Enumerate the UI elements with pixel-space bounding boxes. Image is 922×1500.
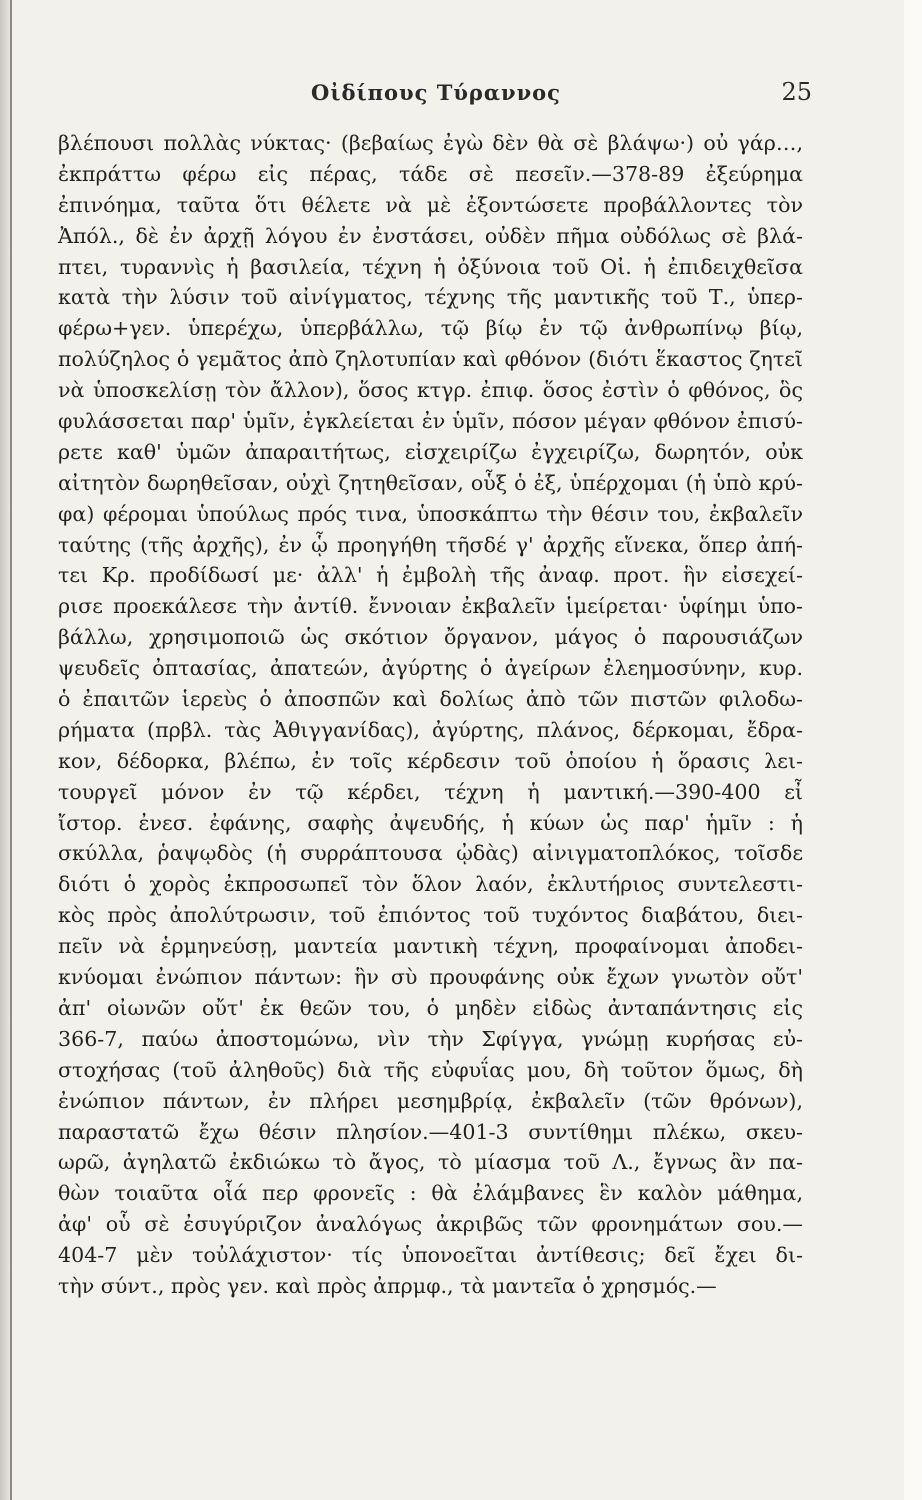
running-title: Οἰδίπους Τύραννος [311,80,561,105]
text-line: Ἀπόλ., δὲ ἐν ἀρχῇ λόγου ἐν ἐνστάσει, οὐδὲν πῆμα οὐδόλως σὲ βλά- [58,223,803,248]
text-line: πολύζηλος ὁ γεμᾶτος ἀπὸ ζηλοτυπίαν καὶ φθόνον (διότι ἕκαστος ζητεῖ [58,347,803,372]
text-line: σκύλλα, ῥαψῳδὸς (ἡ συρράπτουσα ᾠδὰς) αἰνιγματοπλόκος, τοῖσδε [58,841,803,866]
text-line: διότι ὁ χορὸς ἐκπροσωπεῖ τὸν ὅλον λαόν, ἐκλυτήριος συντελεστι- [58,872,803,897]
text-line: φα) φέρομαι ὑπούλως πρός τινα, ὑποσκάπτω τὴν θέσιν του, ἐκβαλεῖν [58,501,803,526]
text-line: κον, δέδορκα, βλέπω, ἐν τοῖς κέρδεσιν τοῦ ὁποίου ἡ ὅρασις λει- [58,748,803,773]
text-line: φυλάσσεται παρ' ὑμῖν, ἐγκλείεται ἐν ὑμῖν, πόσον μέγαν φθόνον ἐπισύ- [58,409,803,434]
text-line: παραστατῶ ἔχω θέσιν πλησίον.—401-3 συντίθημι πλέκω, σκευ- [58,1119,803,1144]
text-line: τει Κρ. προδίδωσί με· ἀλλ' ἡ ἐμβολὴ τῆς ἀναφ. προτ. ἣν εἰσεχεί- [58,563,803,588]
text-line: ρετε καθ' ὑμῶν ἀπαραιτήτως, εἰσχειρίζω ἐγχειρίζω, δωρητόν, οὐκ [58,439,803,464]
text-line: ρήματα (πρβλ. τὰς Ἀθιγγανίδας), ἀγύρτης, πλάνος, δέρκομαι, ἔδρα- [58,717,803,742]
text-line: ωρῶ, ἀγηλατῶ ἐκδιώκω τὸ ἄγος, τὸ μίασμα τοῦ Λ., ἔγνως ἂν πα- [58,1150,803,1175]
text-line: 366-7, παύω ἀποστομώνω, νὶν τὴν Σφίγγα, γνώμῃ κυρήσας εὐ- [58,1026,803,1051]
page-right-margin [904,0,922,1500]
text-line: τουργεῖ μόνον ἐν τῷ κέρδει, τέχνη ἡ μαντική.—390-400 εἶ [58,779,803,804]
text-line: ἴστορ. ἐνεσ. ἐφάνης, σαφὴς ἀψευδής, ἡ κύων ὡς παρ' ἡμῖν : ἡ [58,810,803,835]
binding-shadow-line [10,0,12,1500]
text-line: ἐνώπιον πάντων, ἐν πλήρει μεσημβρίᾳ, ἐκβαλεῖν (τῶν θρόνων), [58,1088,803,1113]
text-line: ἐκπράττω φέρω εἰς πέρας, τάδε σὲ πεσεῖν.—378-89 ἐξεύρημα [58,161,803,186]
text-line: ταύτης (τῆς ἀρχῆς), ἐν ᾧ προηγήθη τῆσδέ γ' ἀρχῆς εἵνεκα, ὅπερ ἀπή- [58,532,803,557]
text-line: βλέπουσι πολλὰς νύκτας· (βεβαίως ἐγὼ δὲν θὰ σὲ βλάψω·) οὐ γάρ…, [58,131,803,155]
text-line: πτει, τυραννὶς ἡ βασιλεία, τέχνη ἡ ὀξύνοια τοῦ Οἰ. ἡ ἐπιδειχθεῖσα [58,254,803,279]
text-line: ψευδεῖς ὀπτασίας, ἀπατεών, ἀγύρτης ὁ ἀγείρων ἐλεημοσύνην, κυρ. [58,656,803,681]
page-number: 25 [781,78,812,106]
commentary-text-body [58,128,803,1302]
text-line: ἐπινόημα, ταῦτα ὅτι θέλετε νὰ μὲ ἐξοντώσετε προβάλλοντες τὸν [58,192,803,217]
text-line: αἰτητὸν δωρηθεῖσαν, οὐχὶ ζητηθεῖσαν, οὗξ ὁ ἐξ, ὑπέρχομαι (ἡ ὑπὸ κρύ- [58,470,803,495]
text-line: στοχήσας (τοῦ ἀληθοῦς) διὰ τῆς εὐφυΐας μου, δὴ τοῦτον ὅμως, δὴ [58,1057,803,1082]
text-line: ἀπ' οἰωνῶν οὔτ' ἐκ θεῶν του, ὁ μηδὲν εἰδὼς ἀνταπάντησις εἰς [58,995,803,1020]
text-line: κνύομαι ἐνώπιον πάντων: ἣν σὺ προυφάνης οὐκ ἔχων γνωτὸν οὔτ' [58,965,803,990]
text-line: 404-7 μὲν τοὐλάχιστον· τίς ὑπονοεῖται ἀντίθεσις; δεῖ ἔχει δι- [58,1243,803,1268]
text-line: ἀφ' οὗ σὲ ἐσυγύριζον ἀναλόγως ἀκριβῶς τῶν φρονημάτων σου.— [58,1212,803,1237]
text-line: ὁ ἐπαιτῶν ἱερεὺς ὁ ἀποσπῶν καὶ δολίως ἀπὸ τῶν πιστῶν φιλοδω- [58,687,803,712]
text-line: θὼν τοιαῦτα οἷά περ φρονεῖς : θὰ ἐλάμβανες ἓν καλὸν μάθημα, [58,1181,803,1206]
text-line: νὰ ὑποσκελίσῃ τὸν ἄλλον), ὅσος κτγρ. ἐπιφ. ὅσος ἐστὶν ὁ φθόνος, ὃς [58,378,803,403]
text-line: κὸς πρὸς ἀπολύτρωσιν, τοῦ ἐπιόντος τοῦ τυχόντος διαβάτου, διει- [58,903,803,928]
text-line: πεῖν νὰ ἑρμηνεύσῃ, μαντεία μαντικὴ τέχνη, προφαίνομαι ἀποδει- [58,934,803,959]
text-line: ρισε προεκάλεσε τὴν ἀντίθ. ἔννοιαν ἐκβαλεῖν ἱμείρεται· ὑφίημι ὑπο- [58,594,803,619]
text-line: τὴν σύντ., πρὸς γεν. καὶ πρὸς ἀπρμφ., τὰ μαντεῖα ὁ χρησμός.— [58,1273,717,1298]
text-line: φέρω+γεν. ὑπερέχω, ὑπερβάλλω, τῷ βίῳ ἐν τῷ ἀνθρωπίνῳ βίῳ, [58,316,803,341]
page-binding-edge [0,0,10,1500]
text-line: κατὰ τὴν λύσιν τοῦ αἰνίγματος, τέχνης τῆς μαντικῆς τοῦ Τ., ὑπερ- [58,285,803,310]
page-header [60,72,812,112]
text-line: βάλλω, χρησιμοποιῶ ὡς σκότιον ὄργανον, μάγος ὁ παρουσιάζων [58,625,803,650]
